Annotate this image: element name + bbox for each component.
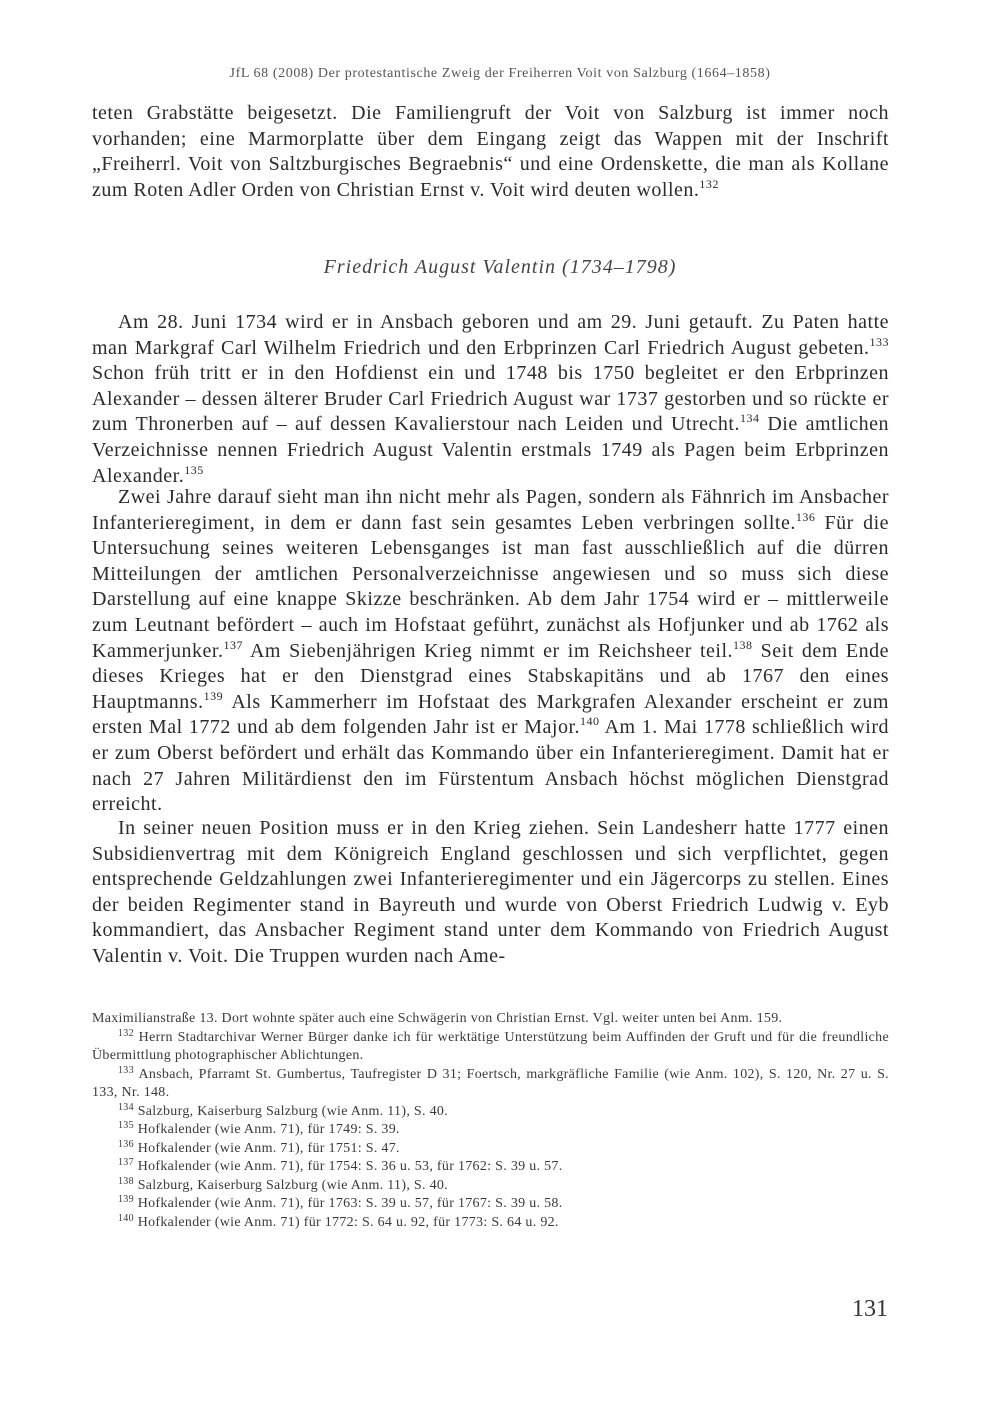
- footnote-text: Hofkalender (wie Anm. 71), für 1754: S. 36 u. 53, für 1762: S. 39 u. 57.: [133, 1159, 563, 1174]
- paragraph-text: Seit dem Ende dieses Krieges hat er den Dienstgrad eines Stabskapitäns und ab 1767 den eines Hauptmanns.: [92, 639, 890, 713]
- paragraph-text: Schon früh tritt er in den Hofdienst ein und 1748 bis 1750 begleitet er den Erbprinzen Alexander – dessen älterer Bruder Carl Friedrich August war 1737 gestorben und so rückte er zum Thronerben auf – auf dessen Kavalierstour nach Leiden und Utrecht.: [92, 362, 889, 436]
- paragraph-text: Am 28. Juni 1734 wird er in Ansbach geboren und am 29. Juni getauft. Zu Paten hatte man Markgraf Carl Wilhelm Friedrich und den Erbprinzen Carl Friedrich August gebeten.: [92, 311, 889, 359]
- footnote-text: Ansbach, Pfarramt St. Gumbertus, Taufregister D 31; Foertsch, markgräfliche Familie (wie Anm. 102), S. 120, Nr. 27 u. S. 133, Nr. 148.: [92, 1066, 889, 1100]
- paragraph-text: teten Grabstätte beigesetzt. Die Familiengruft der Voit von Salzburg ist immer noch vorhanden; eine Marmorplatte über dem Eingang zeigt das Wappen mit der Inschrift „Freiherrl. Voit von Saltzburgisches Begraebnis“ und eine Ordenskette, die man als Kollane zum Roten Adler Orden von Christian Ernst v. Voit wird deuten wollen.: [92, 102, 889, 201]
- footnote-ref[interactable]: 134: [739, 411, 760, 426]
- footnote-138: [92, 1177, 889, 1196]
- footnote-number: 133: [118, 1064, 134, 1076]
- paragraph-continuation: [92, 101, 889, 203]
- footnote-number: 137: [118, 1157, 134, 1168]
- paragraph-text: In seiner neuen Position muss er in den Krieg ziehen. Sein Landesherr hatte 1777 einen Subsidienvertrag mit dem Königreich England geschlossen und sich verpflichtet, gegen entsprechende Geldzahlungen zwei Infanterieregimenter und ein Jägercorps zu stellen. Eines der beiden Regimenter stand in Bayreuth und wurde von Oberst Friedrich Ludwig v. Eyb kommandiert, das Ansbacher Regiment stand unter dem Kommando von Friedrich August Valentin v. Voit. Die Truppen wurden nach Ame-: [92, 817, 889, 967]
- footnote-number: 136: [118, 1138, 134, 1150]
- footnote-132: [92, 1029, 889, 1066]
- footnotes: [92, 1010, 889, 1232]
- footnote-133: [92, 1066, 889, 1103]
- footnote-139: [92, 1195, 889, 1214]
- footnote-135: [92, 1121, 889, 1140]
- footnote-ref[interactable]: 137: [223, 637, 243, 652]
- paragraph-1: [92, 310, 889, 489]
- paragraph-text: Als Kammerherr im Hofstaat des Markgrafen Alexander erscheint er zum ersten Mal 1772 und ab dem folgenden Jahr ist er Major.: [92, 690, 889, 739]
- section-heading: Friedrich August Valentin (1734–1798): [323, 256, 677, 278]
- footnote-text: Hofkalender (wie Anm. 71), für 1751: S. 47.: [133, 1140, 400, 1156]
- footnote-text: Salzburg, Kaiserburg Salzburg (wie Anm. 11), S. 40.: [133, 1177, 449, 1193]
- footnote-ref[interactable]: 140: [580, 714, 600, 729]
- footnote-number: 134: [118, 1101, 134, 1113]
- paragraph-text: Für die Untersuchung seines weiteren Lebensganges ist man fast ausschließlich auf die dürren Mitteilungen der amtlichen Personalverzeichnisse angewiesen und so muss sich diese Darstellung auf eine knappe Skizze beschränken. Ab dem Jahr 1754 wird er – mittlerweile zum Leutnant befördert – auch im Hofstaat geführt, zunächst als Hofjunker und ab 1762 als Kammerjunker.: [92, 511, 889, 662]
- footnote-137: [92, 1158, 889, 1177]
- running-head: JfL 68 (2008) Der protestantische Zweig der Freiherren Voit von Salzburg (1664–1858): [229, 66, 771, 81]
- paragraph-text: Am 1. Mai 1778 schließlich wird er zum Oberst befördert und erhält das Kommando über ein Infanterieregiment. Damit hat er nach 27 Jahren Militärdienst den im Fürstentum Ansbach höchst möglichen Dienstgrad erreicht.: [92, 716, 889, 816]
- paragraph-2: [92, 485, 889, 818]
- footnote-number: 132: [118, 1027, 134, 1039]
- footnote-text: Herrn Stadtarchivar Werner Bürger danke ich für werktätige Unterstützung beim Auffinden der Gruft und für die freundliche Übermittlung photographischer Ablichtungen.: [92, 1029, 889, 1063]
- footnote-ref[interactable]: 136: [795, 509, 816, 524]
- footnote-ref[interactable]: 138: [733, 637, 753, 652]
- page-number: 131: [852, 1296, 888, 1322]
- footnote-number: 140: [118, 1212, 134, 1224]
- footnote-number: 138: [118, 1175, 134, 1187]
- footnote-text: Hofkalender (wie Anm. 71) für 1772: S. 64 u. 92, für 1773: S. 64 u. 92.: [133, 1214, 559, 1230]
- footnote-number: 139: [118, 1194, 134, 1205]
- footnote-136: [92, 1140, 889, 1159]
- footnote-text: Hofkalender (wie Anm. 71), für 1763: S. 39 u. 57, für 1767: S. 39 u. 58.: [133, 1196, 563, 1211]
- paragraph-text: Zwei Jahre darauf sieht man ihn nicht mehr als Pagen, sondern als Fähnrich im Ansbacher Infanterieregiment, in dem er dann fast sein gesamtes Leben verbringen sollte.: [92, 486, 889, 534]
- footnote-text: Hofkalender (wie Anm. 71), für 1749: S. 39.: [133, 1122, 400, 1137]
- footnote-number: 135: [118, 1120, 134, 1131]
- footnote-ref[interactable]: 132: [699, 176, 719, 191]
- footnote-ref[interactable]: 135: [184, 462, 204, 477]
- footnote-continuation: Maximilianstraße 13. Dort wohnte später auch eine Schwägerin von Christian Ernst. Vgl. weiter unten bei Anm. 159.: [92, 1011, 783, 1026]
- paragraph-text: Am Siebenjährigen Krieg nimmt er im Reichsheer teil.: [242, 639, 734, 662]
- paragraph-text: Die amtlichen Verzeichnisse nennen Friedrich August Valentin erstmals 1749 als Pagen beim Erbprinzen Alexander.: [92, 413, 890, 487]
- footnote-134: [92, 1103, 889, 1122]
- footnote-ref[interactable]: 139: [203, 688, 224, 703]
- footnote-140: [92, 1214, 889, 1233]
- footnote-text: Salzburg, Kaiserburg Salzburg (wie Anm. 11), S. 40.: [133, 1103, 449, 1119]
- paragraph-3: [92, 816, 889, 970]
- footnote-ref[interactable]: 133: [869, 334, 889, 349]
